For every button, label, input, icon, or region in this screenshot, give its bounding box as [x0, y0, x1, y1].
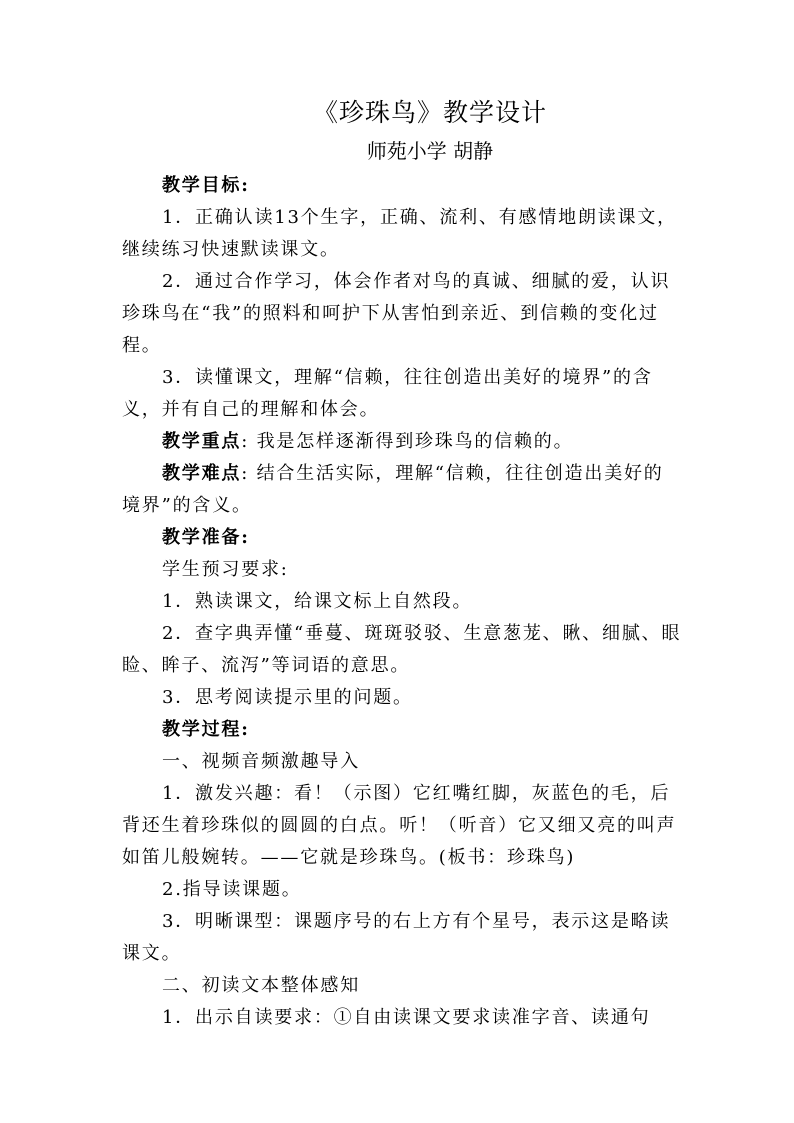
- prep-1: 1．熟读课文，给课文标上自然段。: [162, 591, 473, 612]
- step-1-1: 1．激发兴趣：看！（示图）它红嘴红脚，灰蓝色的毛，后背还生着珍珠似的圆圆的白点。听！（听音）它又细又亮的叫声如笛儿般婉转。——它就是珍珠鸟。(板书：珍珠鸟): [122, 783, 677, 868]
- prep-heading: 教学准备:: [162, 527, 250, 548]
- step-2-1: 1．出示自读要求：①自由读课文要求读准字音、读通句: [162, 1007, 651, 1028]
- goal-1: 1．正确认读13个生字，正确、流利、有感情地朗读课文，继续练习快速默读课文。: [122, 207, 677, 260]
- difficulty-paragraph: [122, 458, 682, 522]
- goals-heading: 教学目标:: [162, 175, 250, 196]
- step-1-3: 3．明晰课型：课题序号的右上方有个星号，表示这是略读课文。: [122, 911, 671, 964]
- document-author: 师苑小学 胡静: [366, 139, 494, 163]
- prep-intro: 学生预习要求:: [162, 559, 289, 580]
- goal-2: 2．通过合作学习，体会作者对鸟的真诚、细腻的爱，认识珍珠鸟在“我”的照料和呵护下从害怕到亲近、到信赖的变化过程。: [122, 271, 671, 356]
- prep-2: 2．查字典弄懂“垂蔓、斑斑驳驳、生意葱茏、瞅、细腻、眼睑、眸子、流泻”等词语的意思。: [122, 623, 682, 676]
- step-1-2: 2.指导读课题。: [162, 879, 302, 900]
- key-point-paragraph: [122, 426, 682, 458]
- document-title: 《珍珠鸟》教学设计: [312, 98, 547, 127]
- key-point-text: : 我是怎样逐渐得到珍珠鸟的信赖的。: [241, 431, 574, 452]
- difficulty-label: 教学难点: [162, 463, 242, 484]
- section-1-heading: 一、视频音频激趣导入: [162, 751, 360, 772]
- section-2-heading: 二、初读文本整体感知: [162, 975, 360, 996]
- prep-3: 3．思考阅读提示里的问题。: [162, 687, 413, 708]
- goal-3: 3．读懂课文，理解“信赖，往往创造出美好的境界”的含义，并有自己的理解和体会。: [122, 367, 653, 420]
- document-body: [122, 170, 682, 1034]
- difficulty-text: : 结合生活实际，理解“信赖，往往创造出美好的境界”的含义。: [122, 463, 664, 516]
- process-heading: 教学过程:: [162, 719, 250, 740]
- key-point-label: 教学重点: [162, 431, 242, 452]
